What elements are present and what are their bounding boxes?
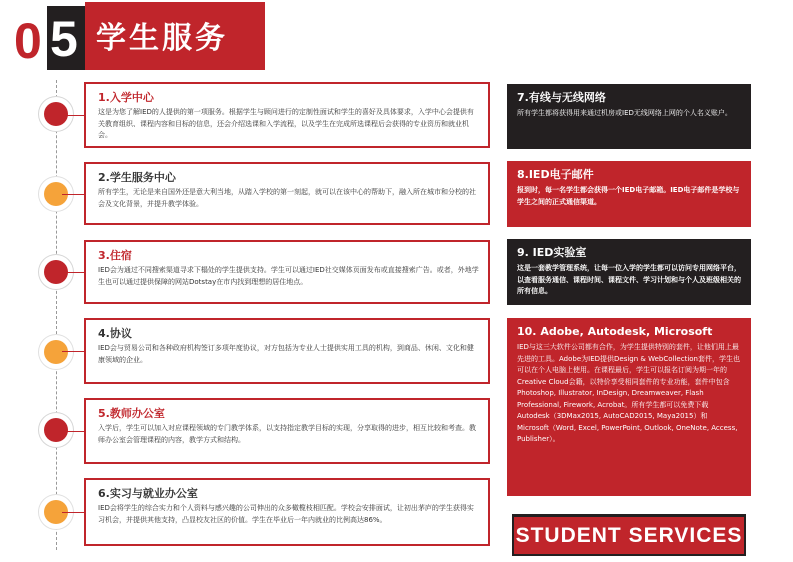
service-card-title: 1.入学中心 <box>98 91 154 104</box>
service-card-title: 9. IED实验室 <box>517 246 587 259</box>
service-card-body: IED会与贸易公司和各种政府机构签订多项年度协议，对方包括为专业人士提供实用工具的机构，到商品、休闲、文化和健康领域的企业。 <box>98 344 474 364</box>
service-card-7 <box>507 84 751 149</box>
service-card-title: 6.实习与就业办公室 <box>98 487 198 500</box>
timeline-dot-4 <box>44 340 68 364</box>
service-card-body: 报到时，每一名学生都会获得一个IED电子邮箱。IED电子邮件是学校与学生之间的正式通信渠道。 <box>517 186 740 206</box>
section-number-five: 5 <box>50 11 78 67</box>
service-card-6 <box>84 478 490 546</box>
service-card-body: 所有学生都将获得用来通过机房或IED无线网络上网的个人名义账户。 <box>517 109 732 117</box>
service-card-title: 3.住宿 <box>98 249 132 262</box>
service-card-title: 7.有线与无线网络 <box>517 91 606 104</box>
section-number-zero: 0 <box>14 13 42 69</box>
student-services-label: STUDENT SERVICES <box>515 523 743 547</box>
service-card-body: 这是一套教学管理系统，让每一位入学的学生都可以访问专用网络平台，以查看服务通信、课程时间、课程文件、学习计划和与个人及班级相关的所有信息。 <box>517 264 741 295</box>
service-card-body: IED与这三大软件公司都有合作，为学生提供特别的套件，让他们用上最先进的工具。Adobe为IED提供Design & WebCollection套件，学生也可以在个人电脑上使用。在课程最后，学生可以报名订阅为期一年的Creative Cloud会籍，以特价享受相同套件的专业功能，套件中包含Photoshop, Illustrator, InDesign, Dreamweaver, Flash Professional, Firework, Acrobat。所有学生都可以免费下载Autodesk（3DMax2015, AutoCAD2015, Maya2015）和 Microsoft（Word, Excel, PowerPoint, Outlook, OneNote, Access, Publisher）。 <box>517 343 740 443</box>
service-card-1 <box>84 82 490 148</box>
page-title: 学生服务 <box>96 21 228 56</box>
student-services-banner <box>512 514 746 556</box>
service-card-body: IED会为通过不同搜索渠道寻求下榻处的学生提供支持。学生可以通过IED社交媒体页面发布或直接搜索广告。或者，外地学生也可以通过提供保障的网站Dotstay在市内找到理想的居住地点。 <box>98 266 479 286</box>
service-card-4 <box>84 318 490 384</box>
service-card-2 <box>84 162 490 225</box>
service-card-body: IED会将学生的综合实力和个人资料与感兴趣的公司伸出的众多橄榄枝相匹配。学校会安排面试，让初出茅庐的学生获得实习机会，并提供其他支持，凸显校友社区的价值。学生在毕业后一年内就业的比例高达86%。 <box>98 504 474 524</box>
timeline-line <box>56 80 57 550</box>
service-card-8 <box>507 161 751 227</box>
service-card-body: 入学后，学生可以加入对应课程领域的专门教学体系，以支持指定教学目标的实现，分享取得的进步，相互比较和考查。教师办公室会管理课程的内容，教学方式和结构。 <box>98 424 476 444</box>
service-card-5 <box>84 398 490 464</box>
timeline-dot-1 <box>44 102 68 126</box>
service-card-9 <box>507 239 751 305</box>
service-card-10 <box>507 318 751 496</box>
service-card-title: 4.协议 <box>98 327 132 340</box>
timeline-dot-5 <box>44 418 68 442</box>
service-card-title: 10. Adobe, Autodesk, Microsoft <box>517 325 713 338</box>
service-card-title: 2.学生服务中心 <box>98 171 176 184</box>
service-card-body: 所有学生，无论是来自国外还是意大利当地，从踏入学校的第一刻起，就可以在该中心的帮助下，融入所在城市和分校的社会及文化背景，并提升教学体验。 <box>98 188 476 208</box>
service-card-title: 8.IED电子邮件 <box>517 168 594 181</box>
service-card-3 <box>84 240 490 304</box>
service-card-title: 5.教师办公室 <box>98 407 165 420</box>
service-card-body: 这是为您了解IED的人提供的第一项服务。根据学生与顾问进行的定制性面试和学生的喜好及具体要求，入学中心会提供有关教育组织、课程内容和目标的信息，还会介绍选课和入学流程，以及学生在完成所选课程后会获得的专业资历和就业机会。 <box>98 108 474 139</box>
